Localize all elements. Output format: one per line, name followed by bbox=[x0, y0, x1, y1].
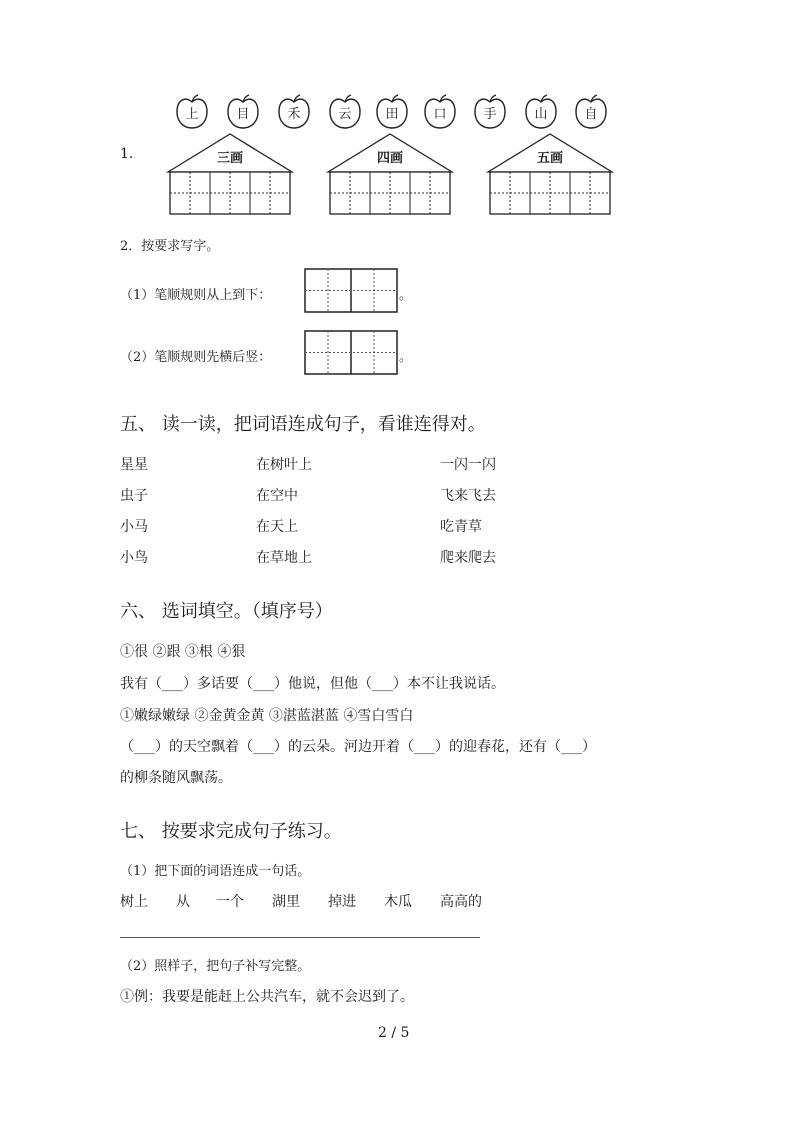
list-item: 在树叶上 bbox=[256, 457, 312, 473]
apple-icon bbox=[375, 94, 409, 130]
word-options-2: ①嫩绿嫩绿 ②金黄金黄 ③湛蓝湛蓝 ④雪白雪白 bbox=[120, 708, 414, 724]
list-item: 小鸟 bbox=[120, 550, 148, 566]
example-sentence: ①例：我要是能赶上公共汽车，就不会迟到了。 bbox=[120, 989, 414, 1005]
stroke-rule-2-label: （2）笔顺规则先横后竖： bbox=[120, 350, 272, 365]
word-chip: 掉进 bbox=[328, 894, 356, 910]
fill-sentence-1: 我有（___）多话要（___）他说，但他（___）本不让我说话。 bbox=[120, 676, 505, 692]
list-item: 在天上 bbox=[256, 519, 298, 535]
list-item: 爬来爬去 bbox=[440, 550, 496, 566]
list-item: 星星 bbox=[120, 457, 148, 473]
list-item: 在草地上 bbox=[256, 550, 312, 566]
list-item: 虫子 bbox=[120, 488, 148, 504]
apple-character: 禾 bbox=[287, 107, 301, 122]
apple-character: 口 bbox=[433, 107, 447, 122]
apple-icon bbox=[524, 94, 558, 130]
list-item: 在空中 bbox=[256, 488, 298, 504]
stroke-rule-2-end: 。 bbox=[399, 350, 413, 365]
house-label: 五画 bbox=[536, 151, 563, 166]
list-item: 吃青草 bbox=[440, 519, 482, 535]
answer-line[interactable] bbox=[120, 937, 480, 938]
word-chip: 树上 bbox=[120, 894, 148, 910]
apple-icon bbox=[574, 94, 608, 130]
house-three-strokes bbox=[166, 132, 294, 216]
page-number: 2 / 5 bbox=[378, 1025, 410, 1041]
question-2-title: 2．按要求写字。 bbox=[120, 239, 220, 254]
apple-icon bbox=[328, 94, 362, 130]
house-four-strokes bbox=[326, 132, 454, 216]
word-chip: 湖里 bbox=[272, 894, 300, 910]
stroke-rule-1-label: （1）笔顺规则从上到下： bbox=[120, 288, 272, 303]
fill-sentence-2b: 的柳条随风飘荡。 bbox=[120, 770, 232, 786]
list-item: 飞来飞去 bbox=[440, 488, 496, 504]
apple-character: 田 bbox=[385, 107, 399, 122]
word-options-1: ①很 ②跟 ③根 ④狠 bbox=[120, 644, 246, 660]
section-6-heading: 六、 选词填空。（填序号） bbox=[120, 601, 333, 622]
word-chip: 木瓜 bbox=[384, 894, 412, 910]
section-7-heading: 七、 按要求完成句子练习。 bbox=[120, 821, 342, 842]
writing-grid-2[interactable] bbox=[304, 330, 398, 375]
apple-icon bbox=[423, 94, 457, 130]
list-item: 小马 bbox=[120, 519, 148, 535]
word-chip: 从 bbox=[176, 894, 190, 910]
house-label: 四画 bbox=[376, 151, 403, 166]
apple-icon bbox=[277, 94, 311, 130]
apple-icon bbox=[226, 94, 260, 130]
fill-sentence-2a: （___）的天空飘着（___）的云朵。河边开着（___）的迎春花，还有（___） bbox=[120, 739, 596, 755]
subquestion-2: （2）照样子，把句子补写完整。 bbox=[120, 959, 311, 974]
apple-character: 云 bbox=[338, 107, 352, 122]
apple-icon bbox=[473, 94, 507, 130]
section-5-heading: 五、 读一读，把词语连成句子，看谁连得对。 bbox=[120, 414, 486, 435]
word-chip: 高高的 bbox=[440, 894, 482, 910]
apple-character: 自 bbox=[584, 107, 598, 122]
writing-grid-1[interactable] bbox=[304, 268, 398, 313]
apple-character: 山 bbox=[534, 107, 548, 122]
subquestion-1: （1）把下面的词语连成一句话。 bbox=[120, 864, 311, 879]
question-number: 1. bbox=[120, 146, 134, 162]
apple-character: 手 bbox=[483, 107, 497, 122]
house-label: 三画 bbox=[216, 151, 243, 166]
apple-character: 目 bbox=[236, 107, 250, 122]
apple-character: 上 bbox=[185, 107, 199, 122]
stroke-rule-1-end: 。 bbox=[399, 288, 413, 303]
word-chip: 一个 bbox=[216, 894, 244, 910]
list-item: 一闪一闪 bbox=[440, 457, 496, 473]
house-five-strokes bbox=[486, 132, 614, 216]
apple-icon bbox=[175, 94, 209, 130]
